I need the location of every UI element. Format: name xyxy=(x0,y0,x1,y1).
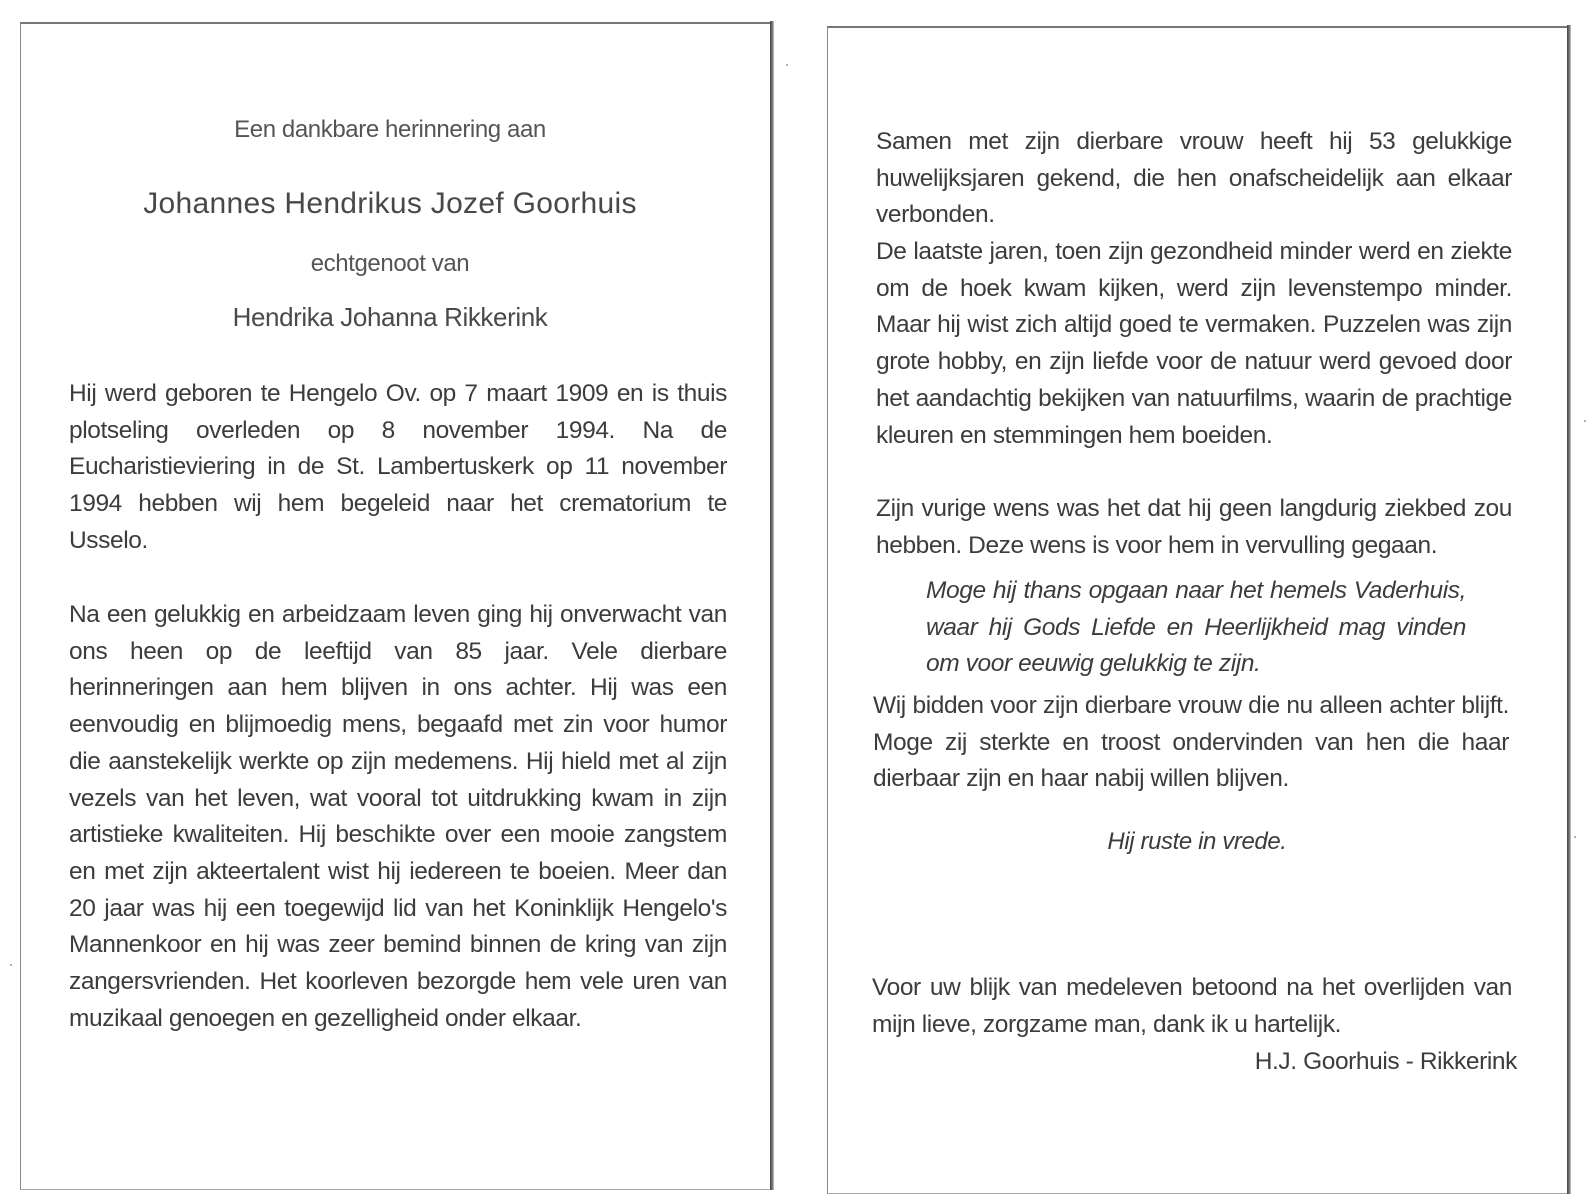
life-paragraph: Na een gelukkig en arbeidzaam leven ging hij onverwacht van ons heen op de leeftijd van 85 jaar. Vele dierbare herinneringen aan hem blijven in ons achter. Hij was een eenvoudig en blijmoedig mens, begaafd met zin voor humor die aanstekelijk werkte op zijn medemens. Hij hield met al zijn vezels van het leven, wat vooral tot uitdrukking kwam in zijn artistieke kwaliteiten. Hij beschikte over een mooie zangstem en met zijn akteertalent wist hij iedereen te boeien. Meer dan 20 jaar was hij een toegewijd lid van het Koninklijk Hengelo's Mannenkoor en hij was zeer bemind binnen de kring van zijn zangersvrienden. Het koorleven bezorgde hem vele uren van muzikaal genoegen en gezelligheid onder elkaar. xyxy=(69,601,727,1032)
memorial-card-right xyxy=(827,26,1567,1194)
prayer-quote: Moge hij thans opgaan naar het hemels Vaderhuis, waar hij Gods Liefde en Heerlijkheid mag vinden om voor eeuwig gelukkig te zijn. xyxy=(926,577,1466,678)
rest-in-peace-line: Hij ruste in vrede. xyxy=(1107,828,1287,855)
marriage-paragraph: Samen met zijn dierbare vrouw heeft hij 53 gelukkige huwelijksjaren gekend, die hen onafscheidelijk aan elkaar verbonden. xyxy=(876,128,1512,229)
scan-speck xyxy=(1574,836,1576,838)
card-intro: Een dankbare herinnering aan xyxy=(234,116,546,143)
spouse-name: Hendrika Johanna Rikkerink xyxy=(232,302,548,332)
wish-paragraph: Zijn vurige wens was het dat hij geen langdurig ziekbed zou hebben. Deze wens is voor hem in vervulling gegaan. xyxy=(876,495,1512,559)
scan-speck xyxy=(786,64,788,66)
prayer-paragraph: Wij bidden voor zijn dierbare vrouw die nu alleen achter blijft. Moge zij sterkte en troost ondervinden van hen die haar dierbaar zijn en haar nabij willen blijven. xyxy=(873,692,1509,793)
scan-speck xyxy=(10,964,12,966)
signature: H.J. Goorhuis - Rikkerink xyxy=(1254,1048,1517,1075)
memorial-card-left xyxy=(20,22,770,1190)
scan-speck xyxy=(1584,420,1586,422)
later-years-paragraph: De laatste jaren, toen zijn gezondheid minder werd en ziekte om de hoek kwam kijken, werd zijn levenstempo minder. Maar hij wist zich altijd goed te vermaken. Puzzelen was zijn grote hobby, en zijn liefde voor de natuur werd gevoed door het aandachtig bekijken van natuurfilms, waarin de prachtige kleuren en stemmingen hem boeiden. xyxy=(876,238,1512,449)
thanks-paragraph: Voor uw blijk van medeleven betoond na het overlijden van mijn lieve, zorgzame man, dank ik u hartelijk. xyxy=(872,974,1512,1038)
spouse-label: echtgenoot van xyxy=(310,250,470,277)
birth-death-paragraph: Hij werd geboren te Hengelo Ov. op 7 maart 1909 en is thuis plotseling overleden op 8 november 1994. Na de Eucharistieviering in de St. Lambertuskerk op 11 november 1994 hebben wij hem begeleid naar het crematorium te Usselo. xyxy=(69,380,727,554)
deceased-name: Johannes Hendrikus Jozef Goorhuis xyxy=(143,187,637,220)
